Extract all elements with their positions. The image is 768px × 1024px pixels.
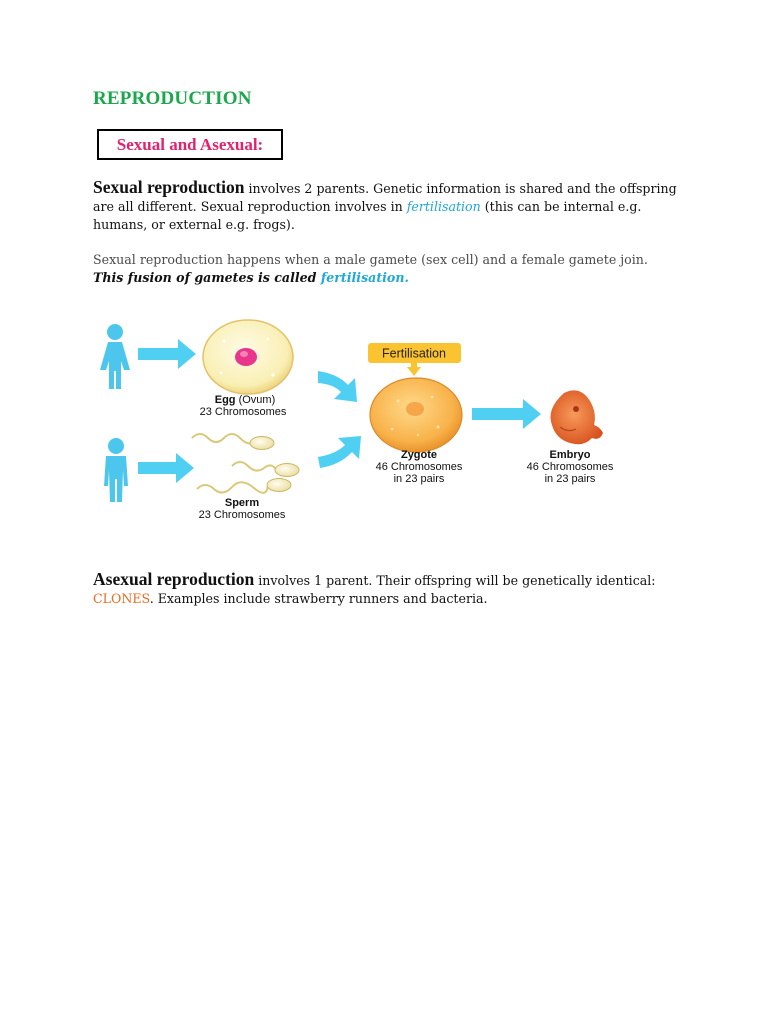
egg-chromosomes: 23 Chromosomes xyxy=(199,406,287,418)
fertilisation-label: Fertilisation xyxy=(382,346,446,361)
sperm-label: Sperm xyxy=(224,497,260,509)
arrow-male-to-sperm-icon xyxy=(138,453,194,483)
zygote-label: Zygote xyxy=(400,449,438,461)
fusion-line-2a: This fusion of gametes is called xyxy=(93,270,321,285)
section-heading-box xyxy=(97,129,283,160)
fertilisation-diagram xyxy=(0,305,768,545)
sperm-cells xyxy=(192,434,299,493)
asexual-text-1: involves 1 parent. Their offspring will be genetically identical: xyxy=(254,573,656,588)
arrow-zygote-to-embryo-icon xyxy=(472,399,541,429)
sexual-text-2: (this can be internal e.g. humans, or external e.g. frogs). xyxy=(93,199,642,232)
fusion-line-1: Sexual reproduction happens when a male gamete (sex cell) and a female gamete join. xyxy=(93,252,648,267)
zygote-cell xyxy=(370,378,462,452)
sperm-chromosomes: 23 Chromosomes xyxy=(198,509,286,521)
embryo-icon xyxy=(551,390,604,444)
fusion-paragraph xyxy=(93,251,683,287)
arrow-female-to-egg-icon xyxy=(138,339,196,369)
embryo-pairs: in 23 pairs xyxy=(544,473,596,485)
egg-label: Egg (Ovum) xyxy=(214,394,276,406)
asexual-text-2: . Examples include strawberry runners and bacteria. xyxy=(149,591,488,606)
zygote-chromosomes: 46 Chromosomes xyxy=(375,461,463,473)
clones-term: CLONES xyxy=(93,591,150,606)
zygote-pairs: in 23 pairs xyxy=(393,473,445,485)
embryo-chromosomes: 46 Chromosomes xyxy=(526,461,614,473)
egg-cell xyxy=(203,320,293,394)
male-figure-icon xyxy=(104,438,128,502)
fusion-line-2b: fertilisation. xyxy=(320,270,409,285)
asexual-reproduction-paragraph xyxy=(93,570,683,608)
embryo-label: Embryo xyxy=(549,449,591,461)
page-title: REPRODUCTION xyxy=(93,88,252,109)
section-heading: Sexual and Asexual: xyxy=(116,134,264,154)
sperm-3-icon xyxy=(197,479,291,493)
sexual-text-1: involves 2 parents. Genetic information is shared and the offspring are all different. Sexual reproduction involves in xyxy=(93,181,677,214)
sexual-lead: Sexual reproduction xyxy=(93,177,245,197)
fertilisation-term: fertilisation xyxy=(406,199,481,214)
arrow-egg-to-zygote-icon xyxy=(318,371,357,402)
sperm-1-icon xyxy=(192,434,274,450)
sperm-2-icon xyxy=(232,462,299,477)
asexual-lead: Asexual reproduction xyxy=(93,569,255,589)
female-figure-icon xyxy=(100,324,130,389)
arrow-sperm-to-zygote-icon xyxy=(318,436,361,468)
fertilisation-label-box xyxy=(368,343,461,376)
sexual-reproduction-paragraph xyxy=(93,178,683,234)
